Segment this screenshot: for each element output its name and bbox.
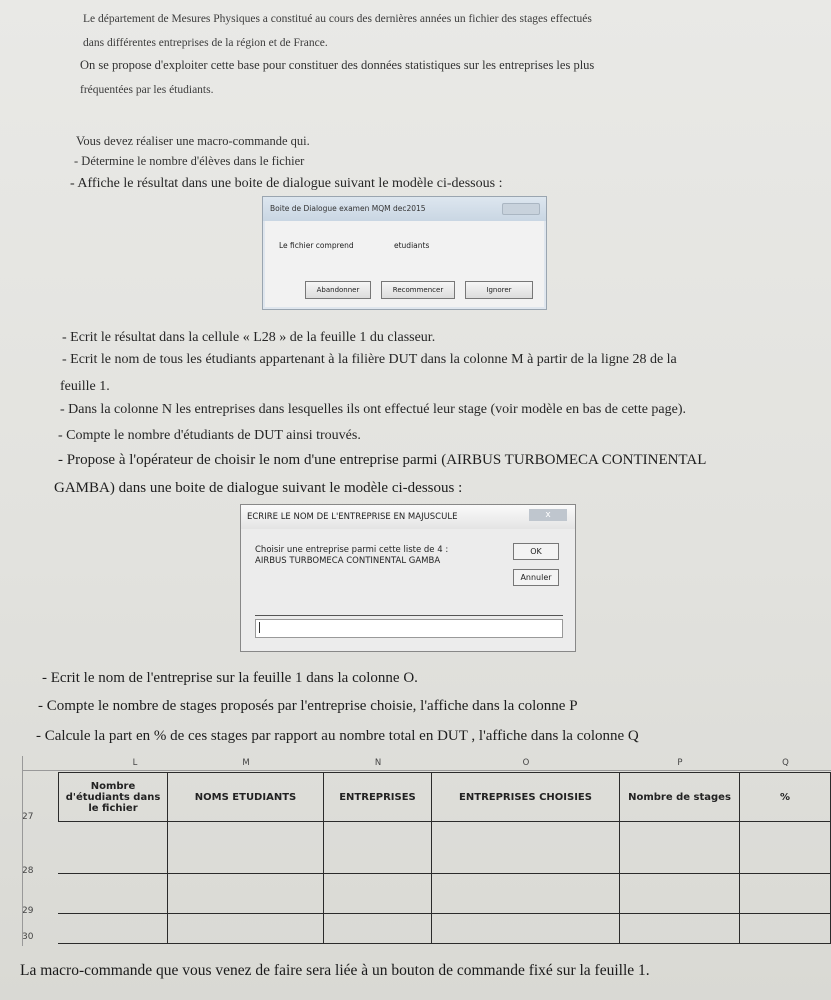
- result-dialog-message-right: etudiants: [394, 241, 430, 250]
- bullet-write-names-line-1: - Ecrit le nom de tous les étudiants appartenant à la filière DUT dans la colonne M à partir de la ligne 28 de la: [62, 352, 677, 367]
- bullet-write-names-line-2: feuille 1.: [60, 379, 110, 394]
- intro-line-2: dans différentes entreprises de la région et de France.: [83, 37, 328, 49]
- cell-q30[interactable]: [740, 914, 831, 944]
- row-number-28: 28: [22, 866, 34, 876]
- bullet-show-dialog: - Affiche le résultat dans une boite de dialogue suivant le modèle ci-dessous :: [70, 176, 503, 191]
- intro-line-4: fréquentées par les étudiants.: [80, 84, 214, 96]
- result-dialog-title: Boite de Dialogue examen MQM dec2015: [263, 197, 546, 221]
- company-dialog-prompt-2: AIRBUS TURBOMECA CONTINENTAL GAMBA: [255, 556, 441, 566]
- cell-m29[interactable]: [168, 874, 324, 914]
- dialog-separator: [255, 615, 563, 616]
- final-note: La macro-commande que vous venez de faire sera liée à un bouton de commande fixé sur la feuille 1.: [20, 962, 650, 979]
- header-companies[interactable]: ENTREPRISES: [324, 772, 432, 822]
- company-dialog-prompt-1: Choisir une entreprise parmi cette liste de 4 :: [255, 545, 449, 555]
- close-icon[interactable]: x: [529, 509, 567, 521]
- cell-q28[interactable]: [740, 822, 831, 874]
- column-letter-o: O: [522, 758, 530, 768]
- bullet-count-internships: - Compte le nombre de stages proposés par l'entreprise choisie, l'affiche dans la colonne P: [38, 698, 578, 714]
- cell-p30[interactable]: [620, 914, 740, 944]
- cell-n29[interactable]: [324, 874, 432, 914]
- cell-m28[interactable]: [168, 822, 324, 874]
- cancel-button[interactable]: Annuler: [513, 569, 559, 586]
- task-line: Vous devez réaliser une macro-commande qui.: [76, 134, 310, 148]
- header-percentage[interactable]: %: [740, 772, 831, 822]
- bullet-companies-column: - Dans la colonne N les entreprises dans lesquelles ils ont effectué leur stage (voir modèle en bas de cette page).: [60, 402, 687, 417]
- header-student-names[interactable]: NOMS ETUDIANTS: [168, 772, 324, 822]
- cell-n28[interactable]: [324, 822, 432, 874]
- bullet-choose-company-line-1: - Propose à l'opérateur de choisir le nom d'une entreprise parmi (AIRBUS TURBOMECA CONTINENTAL: [58, 452, 707, 468]
- abort-button[interactable]: Abandonner: [305, 281, 371, 299]
- row-number-27: 27: [22, 812, 34, 822]
- ok-button[interactable]: OK: [513, 543, 559, 560]
- row-number-29: 29: [22, 906, 34, 916]
- cell-m30[interactable]: [168, 914, 324, 944]
- header-chosen-companies[interactable]: ENTREPRISES CHOISIES: [432, 772, 620, 822]
- sheet-left-edge: [22, 756, 23, 946]
- column-letter-l: L: [132, 758, 138, 768]
- cell-l30[interactable]: [58, 914, 168, 944]
- cell-o29[interactable]: [432, 874, 620, 914]
- company-name-input[interactable]: [255, 619, 563, 638]
- result-dialog: [262, 196, 547, 310]
- cell-o28[interactable]: [432, 822, 620, 874]
- intro-line-3: On se propose d'exploiter cette base pour constituer des données statistiques sur les entreprises les plus: [80, 58, 595, 72]
- column-header-border: [22, 770, 831, 771]
- bullet-count-dut: - Compte le nombre d'étudiants de DUT ainsi trouvés.: [58, 428, 361, 443]
- column-letter-m: M: [242, 758, 250, 768]
- cell-o30[interactable]: [432, 914, 620, 944]
- column-letter-q: Q: [782, 758, 789, 768]
- bullet-percentage: - Calcule la part en % de ces stages par rapport au nombre total en DUT , l'affiche dans la colonne Q: [36, 728, 639, 744]
- cell-q29[interactable]: [740, 874, 831, 914]
- cell-p28[interactable]: [620, 822, 740, 874]
- retry-button[interactable]: Recommencer: [381, 281, 455, 299]
- column-letter-n: N: [374, 758, 382, 768]
- column-letter-p: P: [677, 758, 683, 768]
- cell-p29[interactable]: [620, 874, 740, 914]
- bullet-choose-company-line-2: GAMBA) dans une boite de dialogue suivant le modèle ci-dessous :: [54, 480, 463, 496]
- bullet-write-company: - Ecrit le nom de l'entreprise sur la feuille 1 dans la colonne O.: [42, 670, 418, 686]
- result-dialog-message-left: Le fichier comprend: [279, 241, 354, 250]
- ignore-button[interactable]: Ignorer: [465, 281, 533, 299]
- spreadsheet-model: [22, 756, 831, 946]
- cell-l29[interactable]: [58, 874, 168, 914]
- cell-n30[interactable]: [324, 914, 432, 944]
- header-internship-count[interactable]: Nombre de stages: [620, 772, 740, 822]
- company-input-dialog: [240, 504, 576, 652]
- bullet-write-result: - Ecrit le résultat dans la cellule « L28 » de la feuille 1 du classeur.: [62, 330, 436, 345]
- row-number-30: 30: [22, 932, 34, 942]
- company-dialog-title: ECRIRE LE NOM DE L'ENTREPRISE EN MAJUSCULE: [241, 505, 575, 529]
- header-student-count[interactable]: Nombre d'étudiants dans le fichier: [58, 772, 168, 822]
- cell-l28[interactable]: [58, 822, 168, 874]
- intro-line-1: Le département de Mesures Physiques a constitué au cours des dernières années un fichier des stages effectués: [83, 13, 592, 25]
- bullet-count-students: - Détermine le nombre d'élèves dans le fichier: [74, 154, 305, 168]
- result-dialog-close-button[interactable]: [502, 203, 540, 215]
